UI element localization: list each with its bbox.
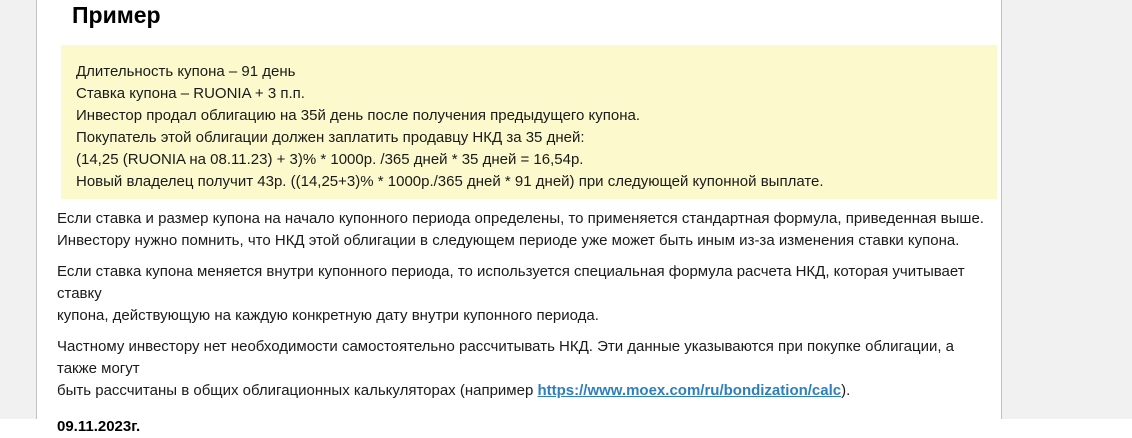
page-title: Пример xyxy=(72,2,161,28)
content-area xyxy=(37,0,1001,435)
example-highlight-box xyxy=(61,45,997,199)
link-prefix-text: быть рассчитаны в общих облигационных калькуляторах (например xyxy=(57,382,538,399)
example-line: Новый владелец получит 43р. ((14,25+3)% * 1000р./365 дней * 91 дней) при следующей купонной выплате. xyxy=(76,173,824,190)
example-line: Длительность купона – 91 день xyxy=(76,63,296,80)
paragraph-line: Если ставка купона меняется внутри купонного периода, то используется специальная формула расчета НКД, которая учитывает ставку xyxy=(57,263,965,302)
left-page-margin xyxy=(0,0,37,419)
example-line: Инвестор продал облигацию на 35й день после получения предыдущего купона. xyxy=(76,107,641,124)
paragraph-line: Частному инвестору нет необходимости самостоятельно рассчитывать НКД. Эти данные указываются при покупке облигации, а также могут xyxy=(57,338,955,377)
paragraph-line-with-link xyxy=(57,380,997,402)
paragraph-line: Если ставка и размер купона на начало купонного периода определены, то применяется стандартная формула, приведенная выше. xyxy=(57,210,984,227)
paragraph-line: Инвестору нужно помнить, что НКД этой облигации в следующем периоде уже может быть иным из-за изменения ставки купона. xyxy=(57,232,960,249)
paragraph-calculators xyxy=(57,336,997,402)
publication-date: 09.11.2023г. xyxy=(57,418,141,435)
example-line: (14,25 (RUONIA на 08.11.23) + 3)% * 1000р. /365 дней * 35 дней = 16,54р. xyxy=(76,151,584,168)
paragraph-special-formula xyxy=(57,261,997,327)
paragraph-line: купона, действующую на каждую конкретную дату внутри купонного периода. xyxy=(57,307,599,324)
moex-calc-link[interactable]: https://www.moex.com/ru/bondization/calc xyxy=(537,382,842,399)
link-suffix-text: ). xyxy=(841,382,851,399)
paragraph-standard-formula xyxy=(57,208,997,252)
example-line: Ставка купона – RUONIA + 3 п.п. xyxy=(76,85,305,102)
right-page-margin xyxy=(1001,0,1132,419)
example-line: Покупатель этой облигации должен заплатить продавцу НКД за 35 дней: xyxy=(76,129,585,146)
